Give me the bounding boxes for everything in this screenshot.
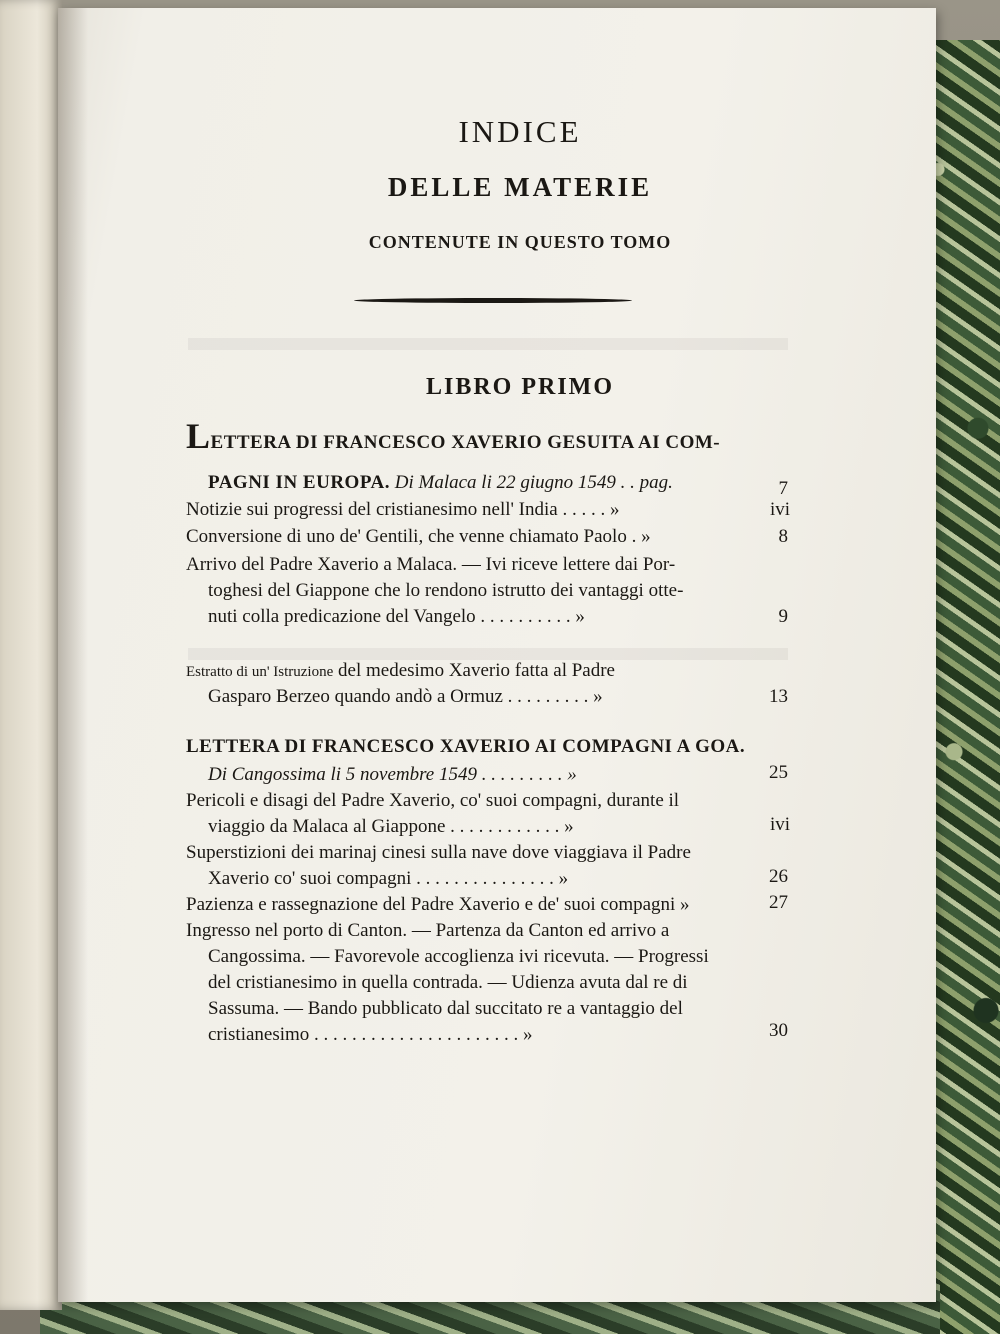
entry-title-text: PAGNI IN EUROPA. [208,472,390,493]
index-line: Sassuma. — Bando pubblicato dal succitato re a vantaggio del [208,998,683,1019]
bleed-through-shadow [188,648,788,660]
entry-title-text: ETTERA DI FRANCESCO XAVERIO GESUITA AI COM- [210,432,721,453]
section-heading: LIBRO PRIMO [425,374,614,400]
small-caps-text: Estratto di un' Istruzione [186,664,334,680]
index-line: Gasparo Berzeo quando andò a Ormuz . . . . . . . . . » [208,686,603,707]
page-number: 25 [769,762,788,783]
index-line: Pericoli e disagi del Padre Xaverio, co' suoi compagni, durante il [186,790,680,811]
page-number: 27 [769,892,788,913]
index-line: Cangossima. — Favorevole accoglienza ivi ricevuta. — Progressi [208,946,709,967]
index-line: cristianesimo . . . . . . . . . . . . . . . . . . . . . . » [208,1024,533,1045]
index-caption: CONTENUTE IN QUESTO TOMO [368,232,672,252]
entry-date: Di Malaca li 22 giugno 1549 . . pag. [394,472,673,493]
page-number: 30 [769,1020,788,1041]
drop-initial: L [186,416,211,456]
index-line: Superstizioni dei marinaj cinesi sulla nave dove viaggiava il Padre [186,842,691,863]
index-line: viaggio da Malaca al Giappone . . . . . . . . . . . . » [208,816,574,837]
index-line: del cristianesimo in quella contrada. — Udienza avuta dal re di [208,972,688,993]
entry-date: Di Cangossima li 5 novembre 1549 . . . . . . . . . » [208,764,577,785]
index-title: INDICE [458,114,582,149]
bleed-through-shadow [188,338,788,350]
index-line [186,660,615,682]
ornamental-rule [354,298,632,303]
page-number: 9 [778,606,788,627]
index-text: del medesimo Xaverio fatta al Padre [338,660,615,681]
entry-title-line [208,472,673,494]
index-line: toghesi del Giappone che lo rendono istrutto dei vantaggi otte- [208,580,684,601]
entry-title-line: LETTERA DI FRANCESCO XAVERIO AI COMPAGNI A GOA. [186,736,746,757]
page-number: 8 [778,526,788,547]
index-line: Xaverio co' suoi compagni . . . . . . . . . . . . . . . » [208,868,569,889]
facing-page-edge [0,0,62,1310]
page-number: 7 [778,478,788,499]
index-line: Ingresso nel porto di Canton. — Partenza da Canton ed arrivo a [186,920,670,941]
page-number: 13 [769,686,788,707]
index-line: Notizie sui progressi del cristianesimo nell' India . . . . . » [186,499,620,520]
index-subtitle: DELLE MATERIE [387,172,653,202]
page-number: ivi [769,814,790,835]
page-number: 26 [769,866,788,887]
entry-title-line [186,416,721,456]
index-line: nuti colla predicazione del Vangelo . . . . . . . . . . » [208,606,585,627]
page-number: ivi [769,499,790,520]
book-page [58,8,936,1302]
index-line: Arrivo del Padre Xaverio a Malaca. — Ivi riceve lettere dai Por- [186,554,676,575]
index-line: Conversione di uno de' Gentili, che venne chiamato Paolo . » [186,526,651,547]
index-line: Pazienza e rassegnazione del Padre Xaverio e de' suoi compagni » [186,894,690,915]
